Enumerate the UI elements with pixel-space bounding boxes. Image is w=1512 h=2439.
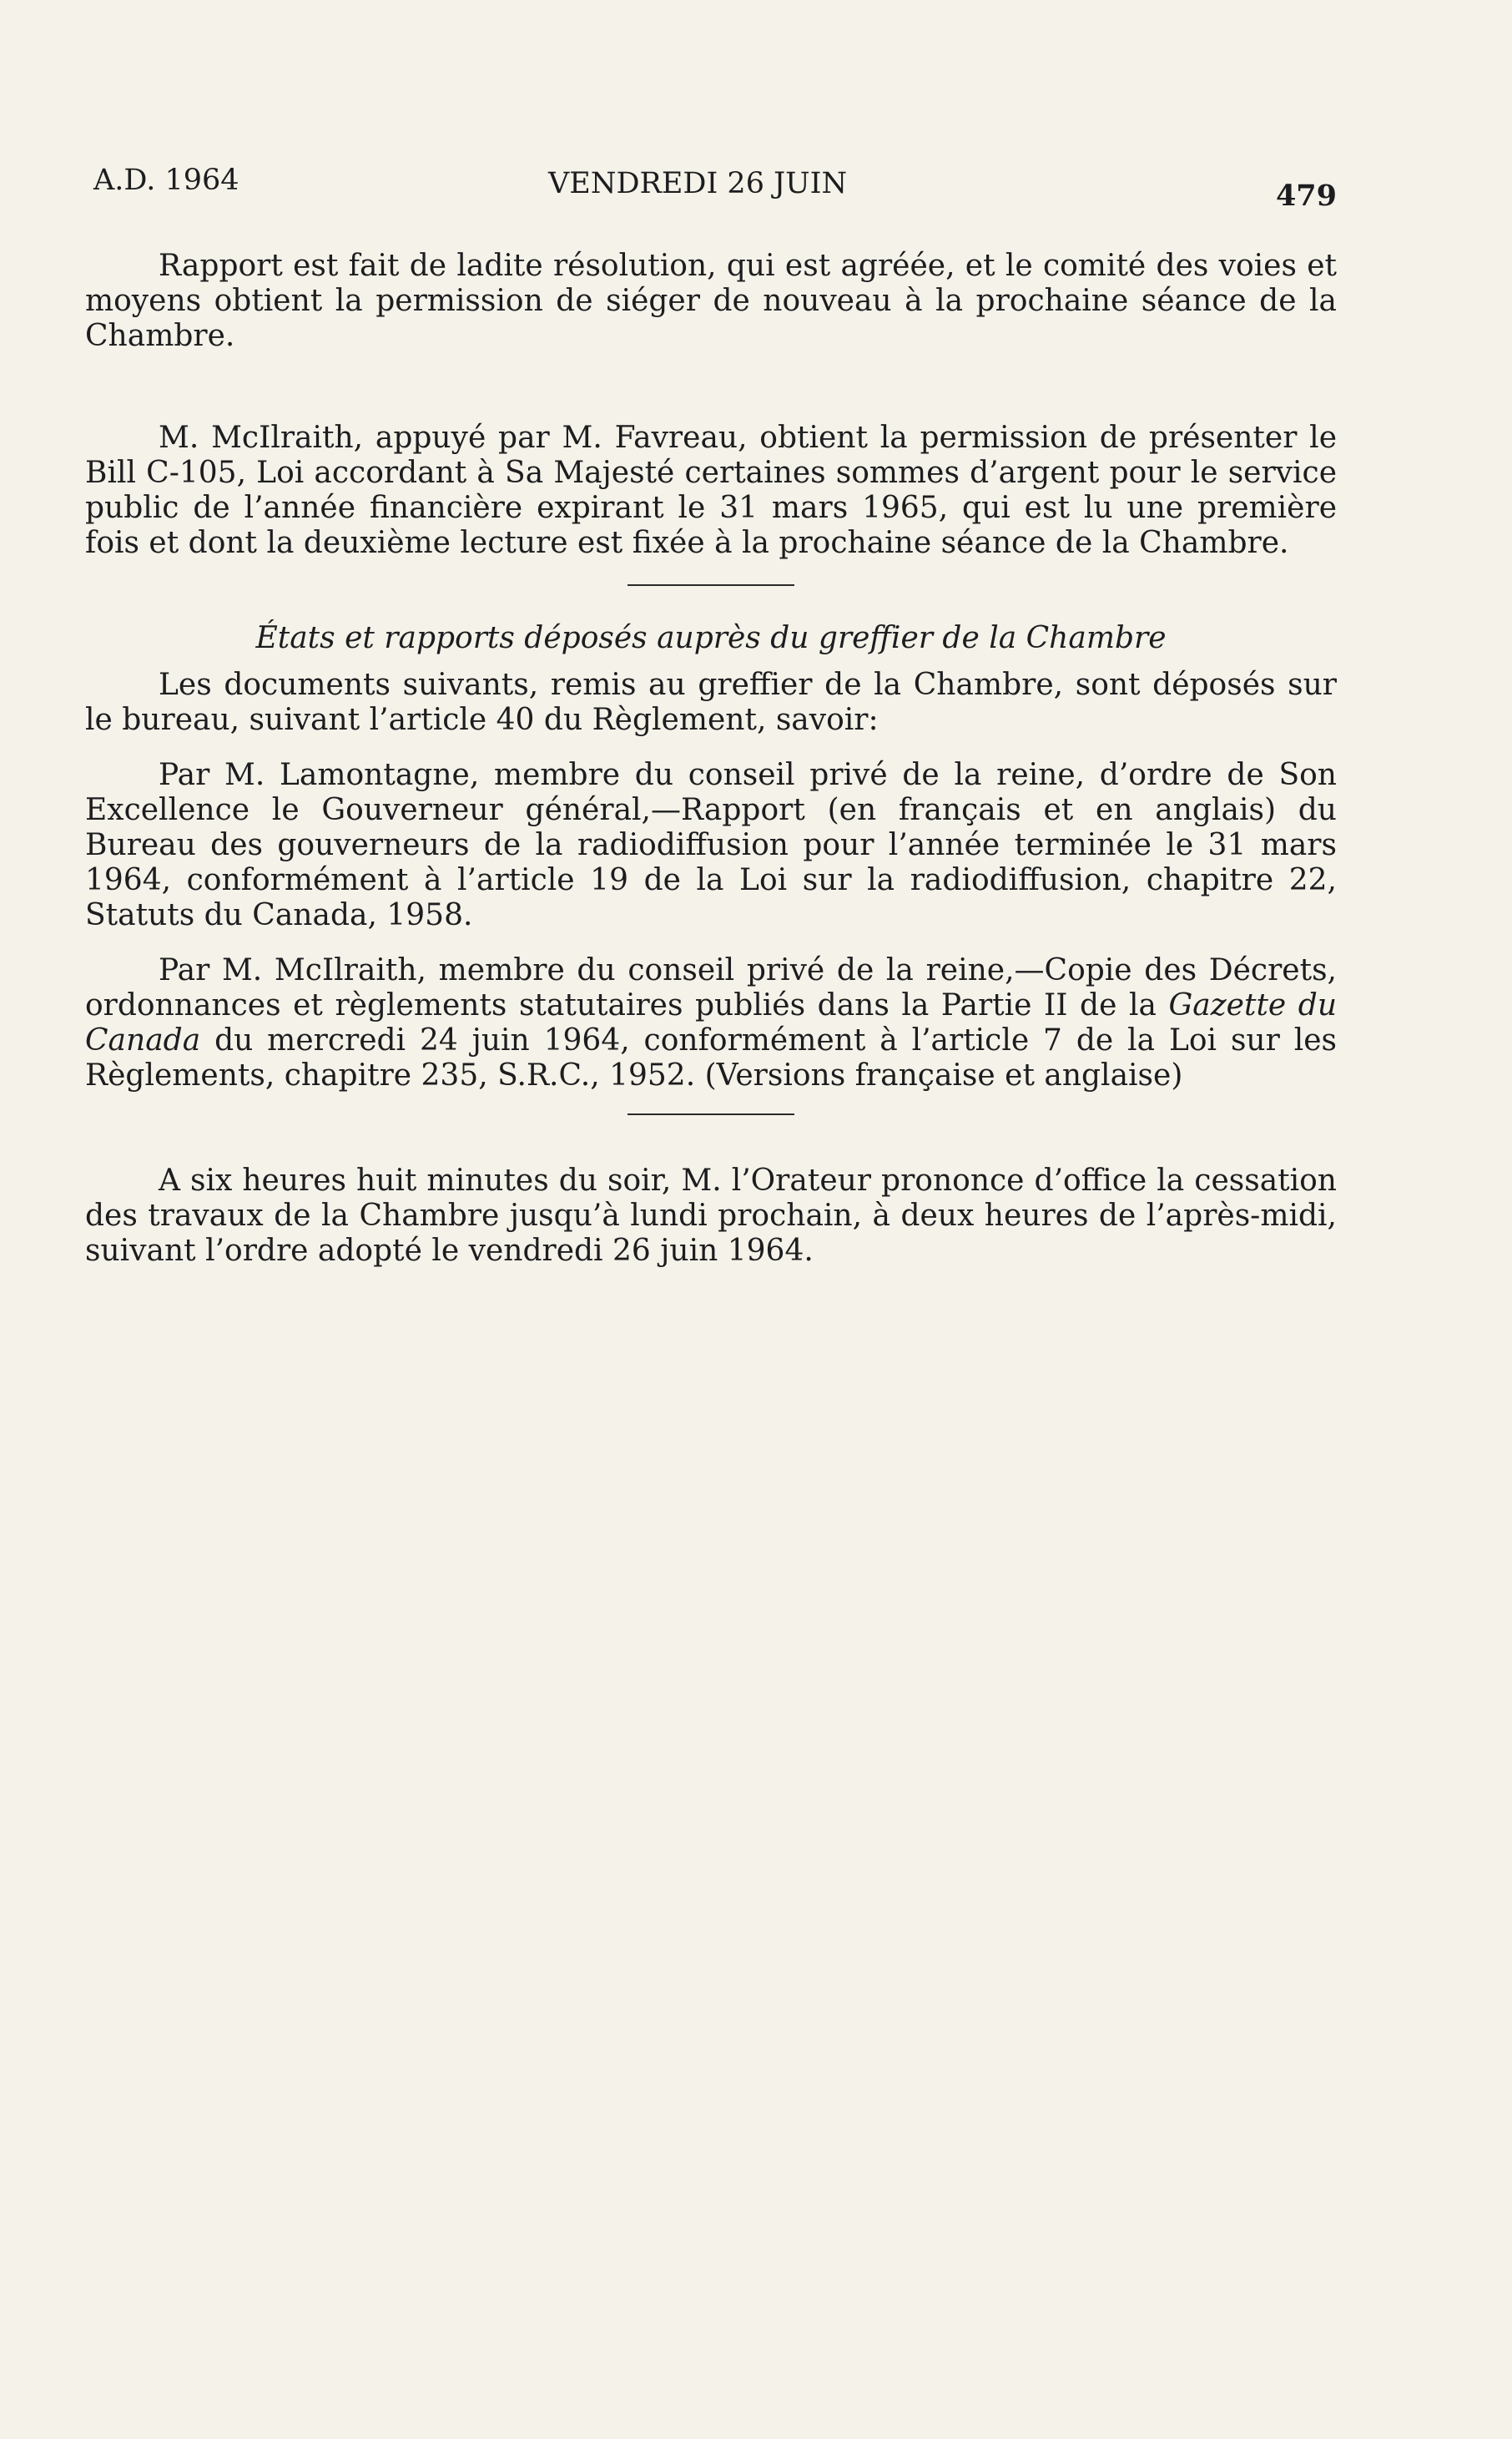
section-title: États et rapports déposés auprès du greffier de la Chambre	[255, 621, 1167, 655]
page-body	[85, 249, 1337, 1289]
page-number: 479	[1275, 179, 1337, 213]
gazette-title: Gazette du Canada	[85, 988, 1338, 1058]
closing-paragraph: A six heures huit minutes du soir, M. l’Orateur prononce d’office la cessation des travaux de la Chambre jusqu’à lundi prochain, à deux heures de l’après-midi, suivant l’ordre adopté le vendredi 26 juin 1964.	[85, 1164, 1337, 1268]
document-item-2-text-before: Par M. McIlraith, membre du conseil privé de la reine,—Copie des Décrets, ordonnances et règlements statutaires publiés dans la Partie II de la	[85, 953, 1337, 1023]
header-date: VENDREDI 26 JUIN	[548, 167, 848, 200]
page-header	[93, 164, 1337, 213]
document-item-1: Par M. Lamontagne, membre du conseil privé de la reine, d’ordre de Son Excellence le Gouverneur général,—Rapport (en français et en anglais) du Bureau des gouverneurs de la radiodiffusion pour l’année terminée le 31 mars 1964, conformément à l’article 19 de la Loi sur la radiodiffusion, chapitre 22, Statuts du Canada, 1958.	[85, 758, 1337, 932]
section-intro: Les documents suivants, remis au greffier de la Chambre, sont déposés sur le bureau, suivant l’article 40 du Règlement, savoir:	[85, 668, 1337, 737]
paragraph-report: Rapport est fait de ladite résolution, qui est agréée, et le comité des voies et moyens obtient la permission de siéger de nouveau à la prochaine séance de la Chambre.	[85, 249, 1337, 353]
document-item-2-text-after: du mercredi 24 juin 1964, conformément à l’article 7 de la Loi sur les Règlements, chapitre 235, S.R.C., 1952. (Versions française et anglaise)	[85, 1023, 1337, 1093]
section-divider	[627, 584, 794, 586]
document-item-2	[85, 953, 1337, 1093]
paragraph-bill: M. McIlraith, appuyé par M. Favreau, obtient la permission de présenter le Bill C-105, Loi accordant à Sa Majesté certaines sommes d’argent pour le service public de l’année financière expirant le 31 mars 1965, qui est lu une première fois et dont la deuxième lecture est fixée à la prochaine séance de la Chambre.	[85, 421, 1337, 560]
closing-divider	[627, 1113, 794, 1115]
header-year: A.D. 1964	[93, 164, 239, 197]
